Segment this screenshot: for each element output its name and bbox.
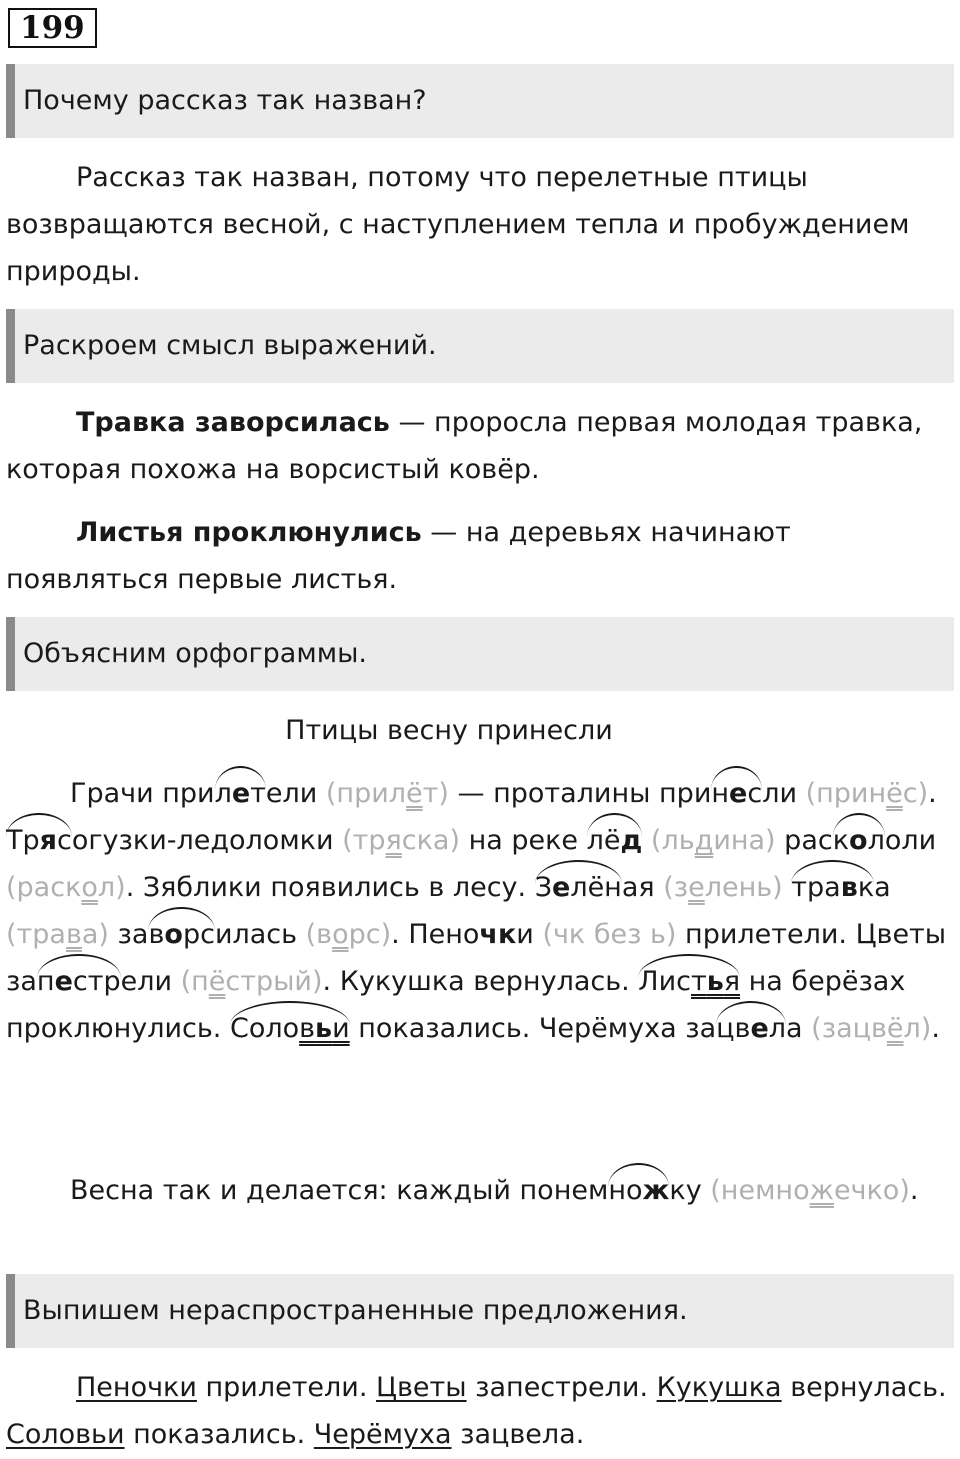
answer-text: Рассказ так назван, потому что перелетные птицы возвращаются весной, с наступлением тепла и пробуждением природы. — [6, 162, 910, 287]
expression-1 — [6, 399, 954, 493]
text-title: Птицы весну принесли — [285, 715, 613, 746]
expression-2-term: Листья проклюнулись — [76, 517, 422, 548]
section-heading-orthograms: Объясним орфограммы. — [6, 617, 954, 691]
expression-2 — [6, 509, 954, 603]
expression-1-term: Травка заворсилась — [76, 407, 390, 438]
orthogram-text-paragraph-2: Весна так и делается: каждый понемножку (немножечко). — [6, 1167, 954, 1214]
section-heading-expressions: Раскроем смысл выражений. — [6, 309, 954, 383]
exercise-number: 199 — [8, 8, 97, 48]
simple-sentences-answer: Пеночки прилетели. Цветы запестрели. Кукушка вернулась. Соловьи показались. Черёмуха зацвела. — [6, 1372, 947, 1450]
section-heading-why-title: Почему рассказ так назван? — [6, 64, 954, 138]
expression-2-definition: — на деревьях начинают появляться первые листья. — [6, 517, 791, 595]
orthogram-text-paragraph-1: Грачи прилетели (прилёт) — проталины принесли (принёс). Трясогузки-ледоломки (тряска) на реке лёд (льдина) раскололи (раскол). Зяблики появились в лесу. Зелёная (зелень) травка (трава) заворсилась (ворс). Пеночки (чк без ь) прилетели. Цветы запестрели (пёстрый). Кукушка вернулась. Листья на берёзах проклюнулись. Соловьи показались. Черёмуха зацвела (зацвёл). — [6, 770, 954, 1052]
section-heading-simple-sentences: Выпишем нераспространенные предложения. — [6, 1274, 954, 1348]
answer-why-title — [6, 154, 954, 295]
expression-1-definition: — проросла первая молодая травка, которая похожа на ворсистый ковёр. — [6, 407, 923, 485]
